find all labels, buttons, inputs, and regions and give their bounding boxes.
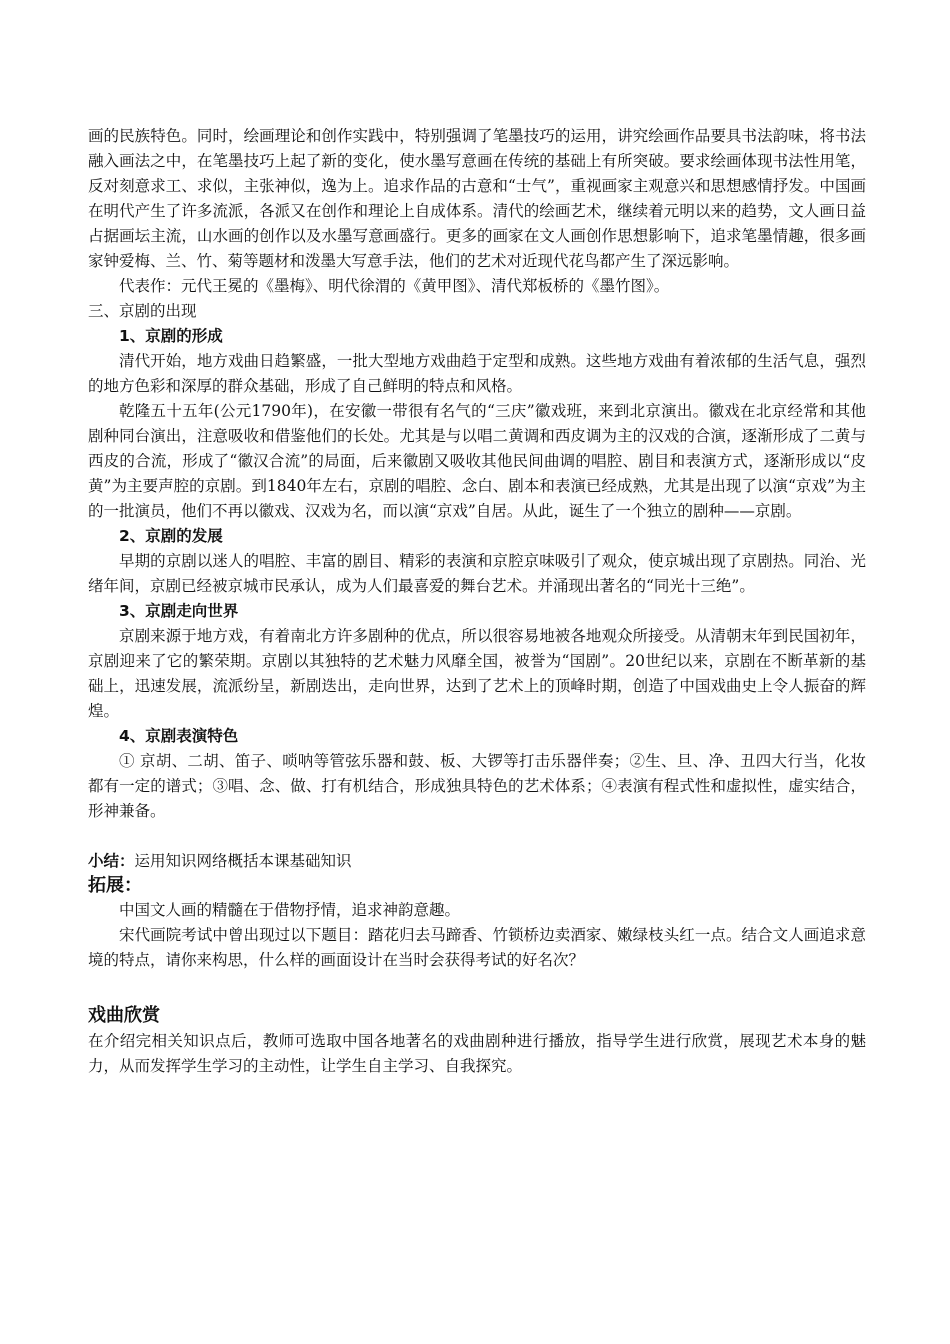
section-title-peking-opera: 三、京剧的出现 bbox=[88, 302, 197, 320]
document-page bbox=[88, 124, 866, 1079]
intro-paragraph: 画的民族特色。同时，绘画理论和创作实践中，特别强调了笔墨技巧的运用，讲究绘画作品要具书法韵味，将书法融入画法之中，在笔墨技巧上起了新的变化，使水墨写意画在传统的基础上有所突破。要求绘画体现书法性用笔，反对刻意求工、求似，主张神似，逸为上。追求作品的古意和“士气”，重视画家主观意兴和思想感情抒发。中国画在明代产生了许多流派，各派又在创作和理论上自成体系。清代的绘画艺术，继续着元明以来的趋势，文人画日益占据画坛主流，山水画的创作以及水墨写意画盛行。更多的画家在文人画创作思想影响下，追求笔墨情趣，很多画家钟爱梅、兰、竹、菊等题材和泼墨大写意手法，他们的艺术对近现代花鸟都产生了深远影响。 bbox=[88, 127, 866, 270]
formation-paragraph-1: 清代开始，地方戏曲日趋繁盛，一批大型地方戏曲趋于定型和成熟。这些地方戏曲有着浓郁的生活气息，强烈的地方色彩和深厚的群众基础，形成了自己鲜明的特点和风格。 bbox=[88, 352, 866, 395]
extension-paragraph-1: 中国文人画的精髓在于借物抒情，追求神韵意趣。 bbox=[119, 901, 461, 919]
summary-label: 小结： bbox=[88, 852, 135, 870]
masterpieces-line: 代表作：元代王冕的《墨梅》、明代徐渭的《黄甲图》、清代郑板桥的《墨竹图》。 bbox=[119, 277, 670, 295]
opera-appreciation-paragraph: 在介绍完相关知识点后，教师可选取中国各地著名的戏曲剧种进行播放，指导学生进行欣赏，展现艺术本身的魅力，从而发挥学生学习的主动性，让学生自主学习、自我探究。 bbox=[88, 1032, 866, 1075]
features-paragraph: ① 京胡、二胡、笛子、唢呐等管弦乐器和鼓、板、大锣等打击乐器伴奏；②生、旦、净、丑四大行当，化妆都有一定的谱式；③唱、念、做、打有机结合，形成独具特色的艺术体系；④表演有程式性和虚拟性，虚实结合，形神兼备。 bbox=[88, 752, 866, 820]
summary-text: 运用知识网络概括本课基础知识 bbox=[134, 852, 352, 870]
subheading-formation: 1、京剧的形成 bbox=[119, 327, 223, 345]
opera-appreciation-title: 戏曲欣赏 bbox=[88, 1005, 160, 1026]
world-paragraph: 京剧来源于地方戏，有着南北方许多剧种的优点，所以很容易地被各地观众所接受。从清朝末年到民国初年，京剧迎来了它的繁荣期。京剧以其独特的艺术魅力风靡全国，被誉为“国剧”。20世纪以来，京剧在不断革新的基础上，迅速发展，流派纷呈，新剧迭出，走向世界，达到了艺术上的顶峰时期，创造了中国戏曲史上令人振奋的辉煌。 bbox=[88, 627, 866, 720]
extension-paragraph-2: 宋代画院考试中曾出现过以下题目：踏花归去马蹄香、竹锁桥边卖酒家、嫩绿枝头红一点。结合文人画追求意境的特点，请你来构思，什么样的画面设计在当时会获得考试的好名次？ bbox=[88, 926, 866, 969]
extension-title: 拓展： bbox=[88, 875, 142, 896]
formation-paragraph-2: 乾隆五十五年(公元1790年)，在安徽一带很有名气的“三庆”徽戏班，来到北京演出。徽戏在北京经常和其他剧种同台演出，注意吸收和借鉴他们的长处。尤其是与以唱二黄调和西皮调为主的汉戏的合演，逐渐形成了二黄与西皮的合流，形成了“徽汉合流”的局面，后来徽剧又吸收其他民间曲调的唱腔、剧目和表演方式，逐渐形成以“皮黄”为主要声腔的京剧。到1840年左右，京剧的唱腔、念白、剧本和表演已经成熟，尤其是出现了以演“京戏”为主的一批演员，他们不再以徽戏、汉戏为名，而以演“京戏”自居。从此，诞生了一个独立的剧种——京剧。 bbox=[88, 402, 866, 520]
subheading-features: 4、京剧表演特色 bbox=[119, 727, 239, 745]
development-paragraph: 早期的京剧以迷人的唱腔、丰富的剧目、精彩的表演和京腔京味吸引了观众，使京城出现了京剧热。同治、光绪年间，京剧已经被京城市民承认，成为人们最喜爱的舞台艺术。并涌现出著名的“同光十三绝”。 bbox=[88, 552, 866, 595]
summary-line bbox=[88, 849, 866, 874]
subheading-world: 3、京剧走向世界 bbox=[119, 602, 239, 620]
subheading-development: 2、京剧的发展 bbox=[119, 527, 223, 545]
